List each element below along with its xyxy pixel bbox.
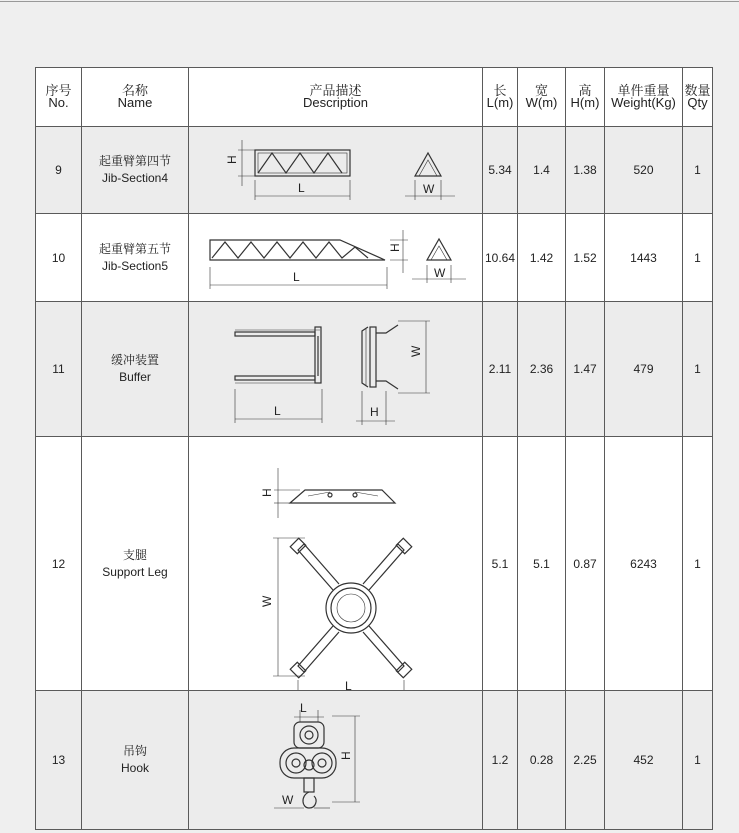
cell-name: 吊钩 Hook [82,691,189,830]
cell-width: 1.4 [518,127,566,214]
dim-label-l: L [297,180,305,195]
cell-length: 2.11 [483,302,518,437]
support-leg-diagram [190,438,482,690]
cell-length: 1.2 [483,691,518,830]
cell-qty: 1 [683,691,713,830]
top-divider [0,1,739,2]
cell-qty: 1 [683,437,713,691]
cell-no: 13 [36,691,82,830]
header-qty: 数量 Qty [683,68,713,127]
cell-weight: 479 [605,302,683,437]
cell-no: 10 [36,214,82,302]
dim-label-l: L [299,700,307,715]
cell-length: 10.64 [483,214,518,302]
dim-label-h: H [338,750,353,760]
cell-width: 2.36 [518,302,566,437]
header-length: 长 L(m) [483,68,518,127]
cell-weight: 452 [605,691,683,830]
dim-label-h: H [224,154,239,164]
cell-name: 起重臂第五节 Jib-Section5 [82,214,189,302]
cell-length: 5.34 [483,127,518,214]
cell-width: 5.1 [518,437,566,691]
cell-length: 5.1 [483,437,518,691]
jib-section5-diagram [190,215,482,301]
cell-height: 1.38 [566,127,605,214]
dim-label-w: W [408,345,423,357]
cell-name: 起重臂第四节 Jib-Section4 [82,127,189,214]
dim-label-w: W [259,595,274,607]
header-name: 名称 Name [82,68,189,127]
table-row [36,691,713,830]
table-row [36,127,713,214]
cell-weight: 6243 [605,437,683,691]
header-no: 序号 No. [36,68,82,127]
table-row [36,214,713,302]
drawing-jib-section4 [189,127,483,214]
cell-name: 支腿 Support Leg [82,437,189,691]
header-description: 产品描述 Description [189,68,483,127]
component-table [35,67,713,830]
drawing-jib-section5 [189,214,483,302]
hook-diagram [190,692,482,829]
dim-label-h: H [259,487,274,497]
header-height: 高 H(m) [566,68,605,127]
cell-no: 9 [36,127,82,214]
table-header-row [36,68,713,127]
dim-label-w: W [422,181,434,196]
cell-height: 0.87 [566,437,605,691]
dim-label-w: W [433,265,445,280]
cell-qty: 1 [683,214,713,302]
dim-label-l: L [273,403,281,418]
cell-no: 11 [36,302,82,437]
dim-label-h: H [369,404,379,419]
cell-height: 1.47 [566,302,605,437]
table-row [36,437,713,691]
dim-label-l: L [344,678,352,690]
cell-height: 1.52 [566,214,605,302]
buffer-diagram [190,303,482,436]
drawing-hook [189,691,483,830]
drawing-buffer [189,302,483,437]
cell-height: 2.25 [566,691,605,830]
dim-label-h: H [387,242,402,252]
drawing-support-leg [189,437,483,691]
cell-no: 12 [36,437,82,691]
header-width: 宽 W(m) [518,68,566,127]
cell-weight: 1443 [605,214,683,302]
dim-label-l: L [292,269,300,284]
cell-qty: 1 [683,127,713,214]
cell-qty: 1 [683,302,713,437]
table-row [36,302,713,437]
jib-section4-diagram [190,128,482,213]
cell-weight: 520 [605,127,683,214]
cell-width: 0.28 [518,691,566,830]
dim-label-w: W [281,792,293,807]
cell-name: 缓冲装置 Buffer [82,302,189,437]
header-weight: 单件重量 Weight(Kg) [605,68,683,127]
cell-width: 1.42 [518,214,566,302]
